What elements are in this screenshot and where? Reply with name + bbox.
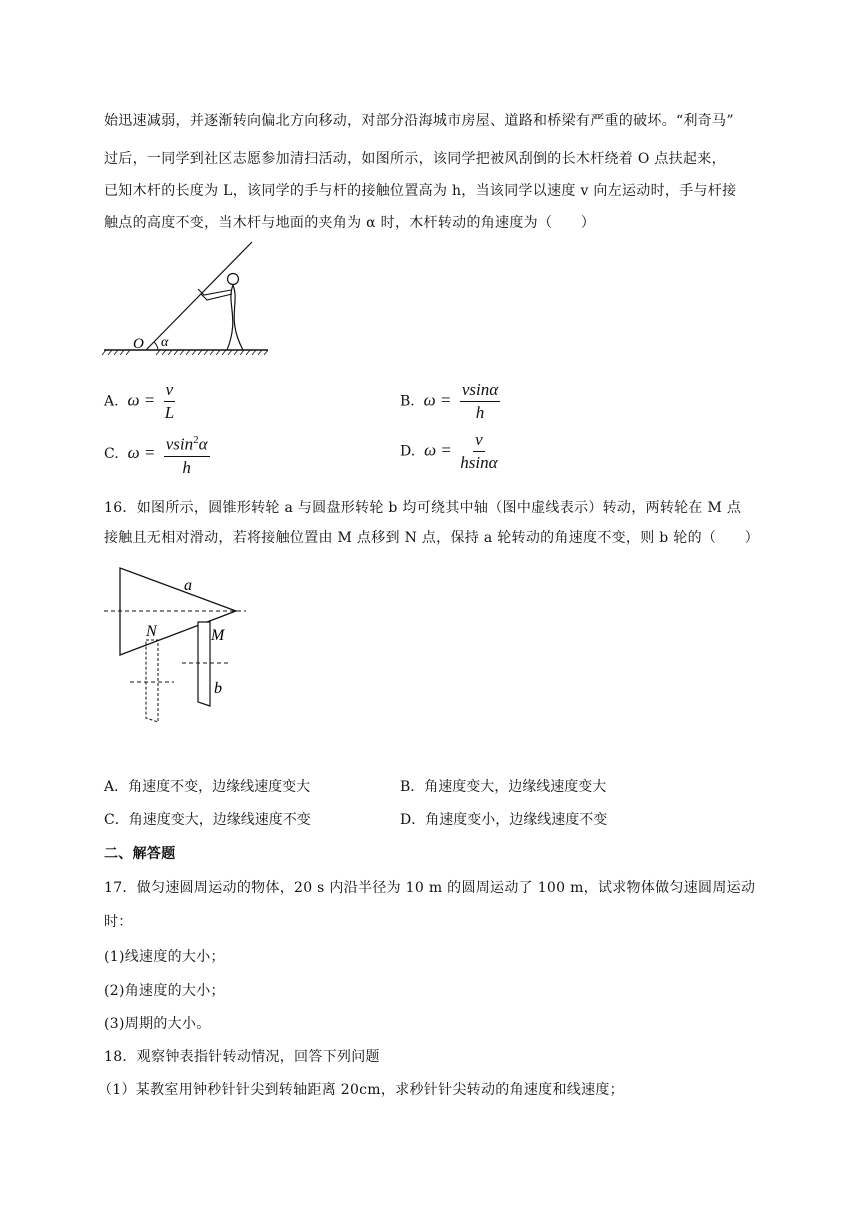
q15-line-1: 始迅速减弱，并逐渐转向偏北方向移动，对部分沿海城市房屋、道路和桥梁有严重的破坏。“利奇马” xyxy=(104,113,734,129)
q15-label-alpha: α xyxy=(161,335,169,350)
q16-label-n: N xyxy=(146,623,157,640)
q15-option-a[interactable]: A. ω = $\frac{v}{L}$ xyxy=(104,380,175,422)
q16-figure xyxy=(100,560,260,730)
q16-option-b[interactable]: B．角速度变大，边缘线速度变大 xyxy=(400,779,607,795)
q16-label-a: a xyxy=(184,577,192,594)
q16-line-2: 接触且无相对滑动，若将接触位置由 M 点移到 N 点，保持 a 轮转动的角速度不变，则 b 轮的（ ） xyxy=(104,530,760,546)
q17-part-2: (2)角速度的大小； xyxy=(104,983,225,999)
q15-line-4: 触点的高度不变，当木杆与地面的夹角为 α 时，木杆转动的角速度为（ ） xyxy=(104,215,596,231)
q17-line-2: 时： xyxy=(104,914,133,930)
q16-label-m: M xyxy=(211,627,225,644)
q16-label-b: b xyxy=(214,680,222,697)
q16-option-d[interactable]: D．角速度变小，边缘线速度不变 xyxy=(400,812,608,828)
q15-option-c[interactable]: C. ω = $\frac{vsin^2\alpha}{h}$ xyxy=(104,430,210,478)
q15-label-o: O xyxy=(133,336,144,352)
q15-option-d[interactable]: D. ω = $\frac{v}{hsin\alpha}$ xyxy=(400,430,498,472)
q17-part-1: (1)线速度的大小； xyxy=(104,949,225,965)
q17-part-3: (3)周期的大小。 xyxy=(104,1016,211,1032)
q15-line-2: 过后，一同学到社区志愿参加清扫活动，如图所示，该同学把被风刮倒的长木杆绕着 O 点扶起来， xyxy=(104,151,726,167)
q17-line-1: 17．做匀速圆周运动的物体，20 s 内沿半径为 10 m 的圆周运动了 100 m，试求物体做匀速圆周运动 xyxy=(104,880,756,896)
q18-line-1: 18．观察钟表指针转动情况，回答下列问题 xyxy=(104,1049,380,1065)
q15-figure xyxy=(100,238,280,358)
q15-line-3: 已知木杆的长度为 L，该同学的手与杆的接触位置高为 h，当该同学以速度 v 向左运动时，手与杆接 xyxy=(104,183,737,199)
q15-option-b[interactable]: B. ω = $\frac{vsin\alpha}{h}$ xyxy=(400,380,499,422)
q16-line-1: 16．如图所示，圆锥形转轮 a 与圆盘形转轮 b 均可绕其中轴（图中虚线表示）转动，两转轮在 M 点 xyxy=(104,500,742,516)
q18-part-1: （1）某教室用钟秒针针尖到转轴距离 20cm，求秒针针尖转动的角速度和线速度； xyxy=(98,1082,624,1098)
section-heading: 二、解答题 xyxy=(104,846,176,862)
q16-option-a[interactable]: A．角速度不变，边缘线速度变大 xyxy=(104,779,311,795)
q16-option-c[interactable]: C．角速度变大，边缘线速度不变 xyxy=(104,812,311,828)
